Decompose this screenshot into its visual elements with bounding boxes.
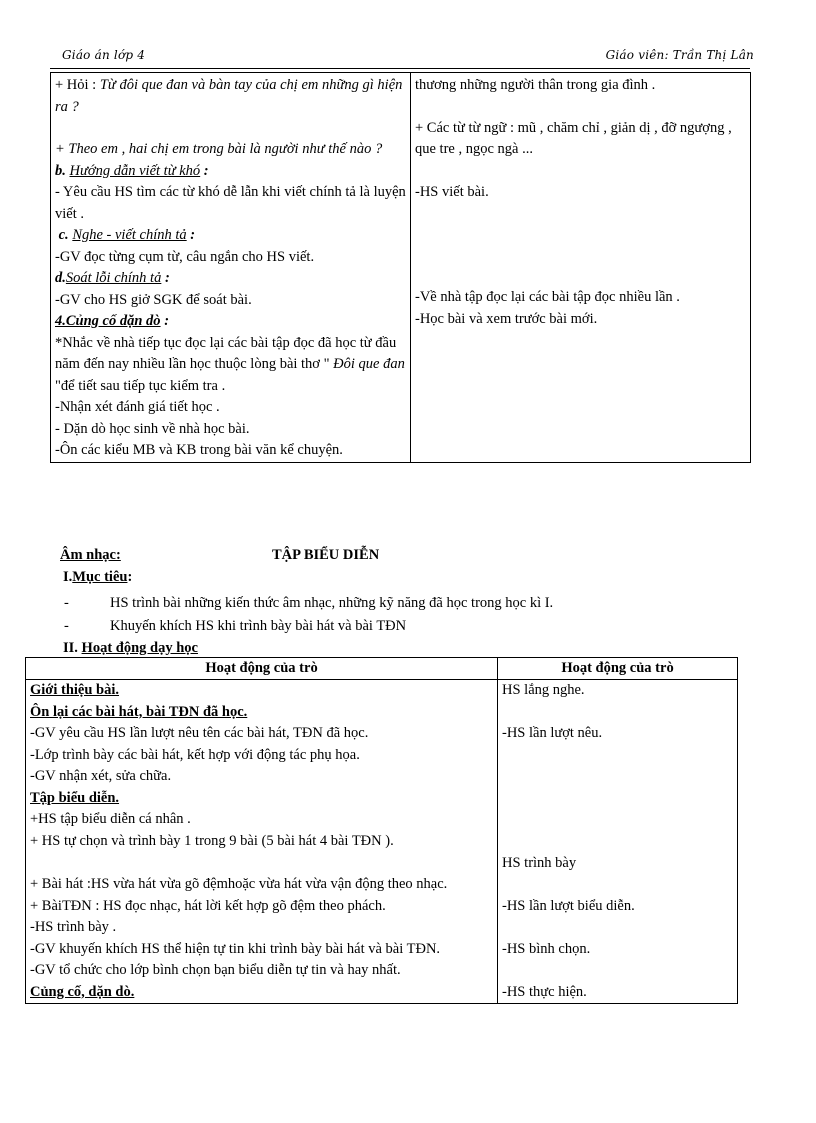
question-1: + Hỏi : Từ đôi que đan và bàn tay của chị em những gì hiện ra ? [55, 77, 403, 115]
table-row-left: Giới thiệu bài. [26, 680, 498, 702]
section-c-text: -GV đọc từng cụm từ, câu ngắn cho HS viết. [55, 248, 315, 265]
table-row-right [498, 874, 738, 896]
table-row-right [498, 788, 738, 810]
table-row-left: Củng cố, dặn dò. [26, 982, 498, 1004]
answer-5: -Học bài và xem trước bài mới. [415, 310, 598, 327]
subject-label: Âm nhạc: [60, 547, 121, 563]
table-row-left: Ôn lại các bài hát, bài TĐN đã học. [26, 702, 498, 724]
table-row-right [498, 809, 738, 831]
section-e-text-1: *Nhắc về nhà tiếp tục đọc lại các bài tập đọc đã học từ đầu năm đến nay nhiều lần học thuộc lòng bài thơ " Đôi que đan "để tiết sau tiếp tục kiểm tra . [55, 334, 405, 394]
section-d-text: -GV cho HS giở SGK để soát bài. [55, 291, 252, 308]
table-row-left: -GV tổ chức cho lớp bình chọn bạn biểu diễn tự tin và hay nhất. [26, 960, 498, 982]
lesson-title: TẬP BIỂU DIỄN [272, 547, 380, 563]
table-row-right: HS trình bày [498, 831, 738, 875]
table-row-right [498, 917, 738, 939]
table1-left-cell [51, 73, 411, 463]
table-row-right [498, 702, 738, 724]
answer-1: thương những người thân trong gia đình . [415, 77, 656, 93]
table-row-left: -GV nhận xét, sửa chữa. [26, 766, 498, 788]
table-row-right: -HS thực hiện. [498, 982, 738, 1004]
activities-heading: II. Hoạt động dạy học [63, 640, 198, 656]
header-left: Giáo án lớp 4 [62, 48, 146, 62]
table-row-left: -GV yêu cầu HS lần lượt nêu tên các bài hát, TĐN đã học. [26, 723, 498, 745]
goals-heading: I.Mục tiêu: [63, 569, 133, 585]
goal-item: - HS trình bài những kiến thức âm nhạc, những kỹ năng đã học trong học kì I. [64, 595, 554, 611]
table-row-left: + HS tự chọn và trình bày 1 trong 9 bài (5 bài hát 4 bài TĐN ). [26, 831, 498, 875]
table-row-left: -GV khuyến khích HS thể hiện tự tin khi trình bày bài hát và bài TĐN. [26, 939, 498, 961]
column-header: Hoạt động của trò [498, 658, 738, 680]
activities-table [25, 657, 738, 1004]
section-c-heading: c. Nghe - viết chính tả : [58, 227, 196, 243]
table-row-right [498, 960, 738, 982]
header-right: Giáo viên: Trần Thị Lân [605, 48, 754, 62]
table-row-right: -HS lần lượt biểu diễn. [498, 896, 738, 918]
table-row-left: +HS tập biểu diễn cá nhân . [26, 809, 498, 831]
header-rule [50, 68, 750, 69]
table-row-right: -HS lần lượt nêu. [498, 723, 738, 745]
section-e-heading: 4.Củng cố dặn dò : [55, 313, 170, 329]
section-b-heading: b. Hướng dẫn viết từ khó : [55, 162, 209, 179]
section-d-heading: d.Soát lỗi chính tả : [55, 270, 170, 286]
column-header: Hoạt động của trò [26, 658, 498, 680]
table-row-right [498, 766, 738, 788]
answer-2: + Các từ từ ngữ : mũ , chăm chỉ , giản dị , đỡ ngượng , que tre , ngọc ngà ... [415, 119, 732, 157]
answer-3: -HS viết bài. [415, 183, 489, 200]
table1-right-cell [411, 73, 751, 463]
table-row-right [498, 745, 738, 767]
section-b-text: - Yêu cầu HS tìm các từ khó dễ lẫn khi viết chính tả là luyện viết . [55, 184, 406, 222]
table-row-left: + BàiTĐN : HS đọc nhạc, hát lời kết hợp gõ đệm theo phách. [26, 896, 498, 918]
table-row-left: -HS trình bày . [26, 917, 498, 939]
answer-4: -Về nhà tập đọc lại các bài tập đọc nhiều lần . [415, 289, 680, 305]
section-e-text-2: -Nhận xét đánh giá tiết học . [55, 399, 220, 415]
lesson-table-1 [50, 72, 751, 463]
table-row-right: HS lắng nghe. [498, 680, 738, 702]
section-e-text-3: - Dặn dò học sinh về nhà học bài. [55, 420, 250, 437]
goal-item: - Khuyến khích HS khi trình bày bài hát và bài TĐN [64, 618, 407, 634]
table-row-right: -HS bình chọn. [498, 939, 738, 961]
table-row-left: Tập biểu diễn. [26, 788, 498, 810]
question-2: + Theo em , hai chị em trong bài là người như thế nào ? [55, 141, 383, 157]
section-e-text-4: -Ôn các kiểu MB và KB trong bài văn kể chuyện. [55, 442, 343, 458]
table-row-left: -Lớp trình bày các bài hát, kết hợp với động tác phụ họa. [26, 745, 498, 767]
table-row-left: + Bài hát :HS vừa hát vừa gõ đệmhoặc vừa hát vừa vận động theo nhạc. [26, 874, 498, 896]
